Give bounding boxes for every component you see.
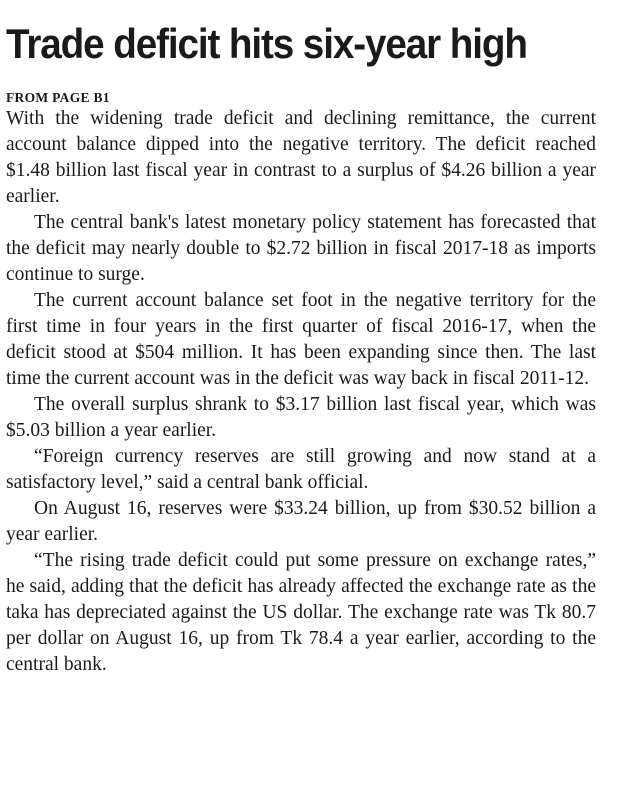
article-paragraph: “The rising trade deficit could put some pressure on exchange rates,” he said, adding that the deficit has already affected the exchange rate as the taka has depreciated against the US dollar. The exchange rate was Tk 80.7 per dollar on August 16, up from Tk 78.4 a year earlier, according to the central bank. <box>6 550 596 675</box>
jump-line: FROM PAGE B1 <box>6 90 110 105</box>
article-paragraph: The current account balance set foot in the negative territory for the first time in four years in the first quarter of fiscal 2016-17, when the deficit stood at $504 million. It has been expanding since then. The last time the current account was in the deficit was way back in fiscal 2011-12. <box>6 290 596 389</box>
article-paragraph: With the widening trade deficit and declining remittance, the current account balance dipped into the negative territory. The deficit reached $1.48 billion last fiscal year in contrast to a surplus of $4.26 billion a year earlier. <box>6 108 596 207</box>
article-paragraph: The overall surplus shrank to $3.17 billion last fiscal year, which was $5.03 billion a year earlier. <box>6 394 596 441</box>
article-headline: Trade deficit hits six-year high <box>6 20 527 67</box>
article-paragraph: “Foreign currency reserves are still growing and now stand at a satisfactory level,” said a central bank official. <box>6 446 596 493</box>
news-article <box>6 18 596 678</box>
article-paragraph: The central bank's latest monetary policy statement has forecasted that the deficit may nearly double to $2.72 billion in fiscal 2017-18 as imports continue to surge. <box>6 212 596 285</box>
article-body <box>6 106 596 678</box>
article-paragraph: On August 16, reserves were $33.24 billion, up from $30.52 billion a year earlier. <box>6 498 596 545</box>
